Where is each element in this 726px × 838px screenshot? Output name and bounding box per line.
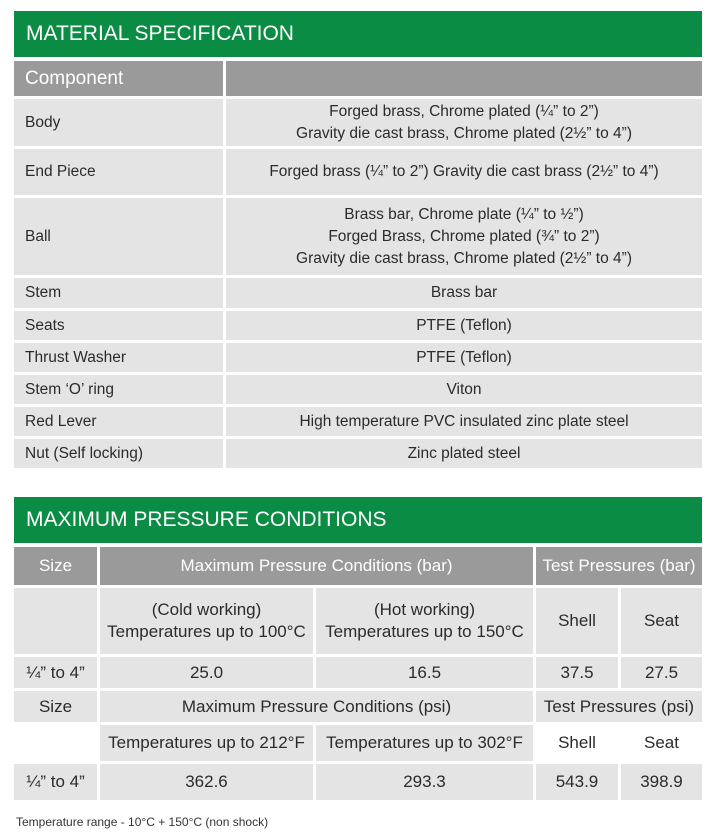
component-name: Thrust Washer bbox=[14, 343, 223, 372]
component-material bbox=[226, 311, 702, 340]
material-line: Forged brass (¼” to 2”) Gravity die cast brass (2½” to 4”) bbox=[269, 163, 659, 180]
size-blank-cell bbox=[14, 725, 97, 761]
component-material bbox=[226, 278, 702, 308]
psi-values-row bbox=[14, 764, 702, 800]
material-line: Forged Brass, Chrome plated (¾” to 2”) bbox=[328, 227, 600, 245]
hot-temperature-label: Temperatures up to 150°C bbox=[325, 622, 524, 641]
component-material bbox=[226, 99, 702, 146]
size-value: ¼” to 4” bbox=[14, 657, 97, 688]
component-name: Ball bbox=[14, 198, 223, 275]
hot-value: 16.5 bbox=[316, 657, 533, 688]
material-line: PTFE (Teflon) bbox=[416, 348, 512, 366]
material-line: Brass bar bbox=[430, 284, 498, 301]
cold-value: 362.6 bbox=[100, 764, 313, 800]
material-line: Gravity die cast brass, Chrome plated (2½” to 4”) bbox=[296, 249, 632, 267]
material-table-header bbox=[14, 61, 702, 96]
pressure-table bbox=[14, 547, 702, 803]
hot-temperature-header: Temperatures up to 302°F bbox=[316, 725, 533, 761]
material-line: Viton bbox=[446, 380, 482, 398]
table-row bbox=[14, 407, 702, 436]
max-pressure-bar-header: Maximum Pressure Conditions (bar) bbox=[100, 547, 533, 585]
material-line: High temperature PVC insulated zinc plate steel bbox=[299, 412, 629, 430]
table-row bbox=[14, 149, 702, 195]
component-name: Seats bbox=[14, 311, 223, 340]
seat-header: Seat bbox=[621, 588, 702, 654]
hot-working-label: (Hot working) bbox=[373, 600, 476, 619]
table-row bbox=[14, 99, 702, 146]
detail-column-header bbox=[226, 61, 702, 96]
test-pressure-psi-header: Test Pressures (psi) bbox=[536, 691, 702, 722]
shell-value: 543.9 bbox=[536, 764, 618, 800]
size-blank-cell bbox=[14, 588, 97, 654]
cold-temperature-header: Temperatures up to 212°F bbox=[100, 725, 313, 761]
material-line: Forged brass, Chrome plated (¼” to 2”) bbox=[329, 102, 599, 120]
hot-value: 293.3 bbox=[316, 764, 533, 800]
cold-working-header bbox=[100, 588, 313, 654]
material-section-title: MATERIAL SPECIFICATION bbox=[14, 11, 702, 57]
material-line: PTFE (Teflon) bbox=[416, 316, 512, 334]
max-pressure-psi-header: Maximum Pressure Conditions (psi) bbox=[100, 691, 533, 722]
component-name: Red Lever bbox=[14, 407, 223, 436]
bar-subheader-row bbox=[14, 588, 702, 654]
component-material bbox=[226, 439, 702, 468]
bar-values-row bbox=[14, 657, 702, 688]
seat-value: 27.5 bbox=[621, 657, 702, 688]
shell-header: Shell bbox=[536, 588, 618, 654]
component-material bbox=[226, 198, 702, 275]
size-header: Size bbox=[14, 691, 97, 722]
seat-header: Seat bbox=[621, 725, 702, 761]
table-row bbox=[14, 343, 702, 372]
pressure-section-title: MAXIMUM PRESSURE CONDITIONS bbox=[14, 497, 702, 543]
cold-temperature-label: Temperatures up to 100°C bbox=[107, 622, 306, 641]
cold-value: 25.0 bbox=[100, 657, 313, 688]
psi-header-row bbox=[14, 691, 702, 722]
component-material bbox=[226, 375, 702, 404]
component-name: Nut (Self locking) bbox=[14, 439, 223, 468]
component-material bbox=[226, 407, 702, 436]
temperature-range-note: Temperature range - 10°C + 150°C (non shock) bbox=[16, 815, 269, 829]
table-row bbox=[14, 198, 702, 275]
bar-header-row bbox=[14, 547, 702, 585]
component-name: End Piece bbox=[14, 149, 223, 195]
cold-working-label: (Cold working) bbox=[151, 600, 262, 619]
size-value: ¼” to 4” bbox=[14, 764, 97, 800]
hot-working-header bbox=[316, 588, 533, 654]
table-row bbox=[14, 439, 702, 468]
material-table bbox=[14, 61, 702, 471]
seat-value: 398.9 bbox=[621, 764, 702, 800]
size-header: Size bbox=[14, 547, 97, 585]
component-material bbox=[226, 149, 702, 195]
shell-value: 37.5 bbox=[536, 657, 618, 688]
psi-subheader-row bbox=[14, 725, 702, 761]
table-row bbox=[14, 311, 702, 340]
component-name: Stem bbox=[14, 278, 223, 308]
test-pressure-bar-header: Test Pressures (bar) bbox=[536, 547, 702, 585]
material-line: Zinc plated steel bbox=[407, 444, 521, 462]
component-material bbox=[226, 343, 702, 372]
shell-header: Shell bbox=[536, 725, 618, 761]
table-row bbox=[14, 278, 702, 308]
component-name: Body bbox=[14, 99, 223, 146]
material-line: Gravity die cast brass, Chrome plated (2½” to 4”) bbox=[296, 124, 632, 142]
table-row bbox=[14, 375, 702, 404]
material-line: Brass bar, Chrome plate (¼” to ½”) bbox=[344, 205, 584, 223]
component-column-header: Component bbox=[14, 61, 223, 96]
component-name: Stem ‘O’ ring bbox=[14, 375, 223, 404]
